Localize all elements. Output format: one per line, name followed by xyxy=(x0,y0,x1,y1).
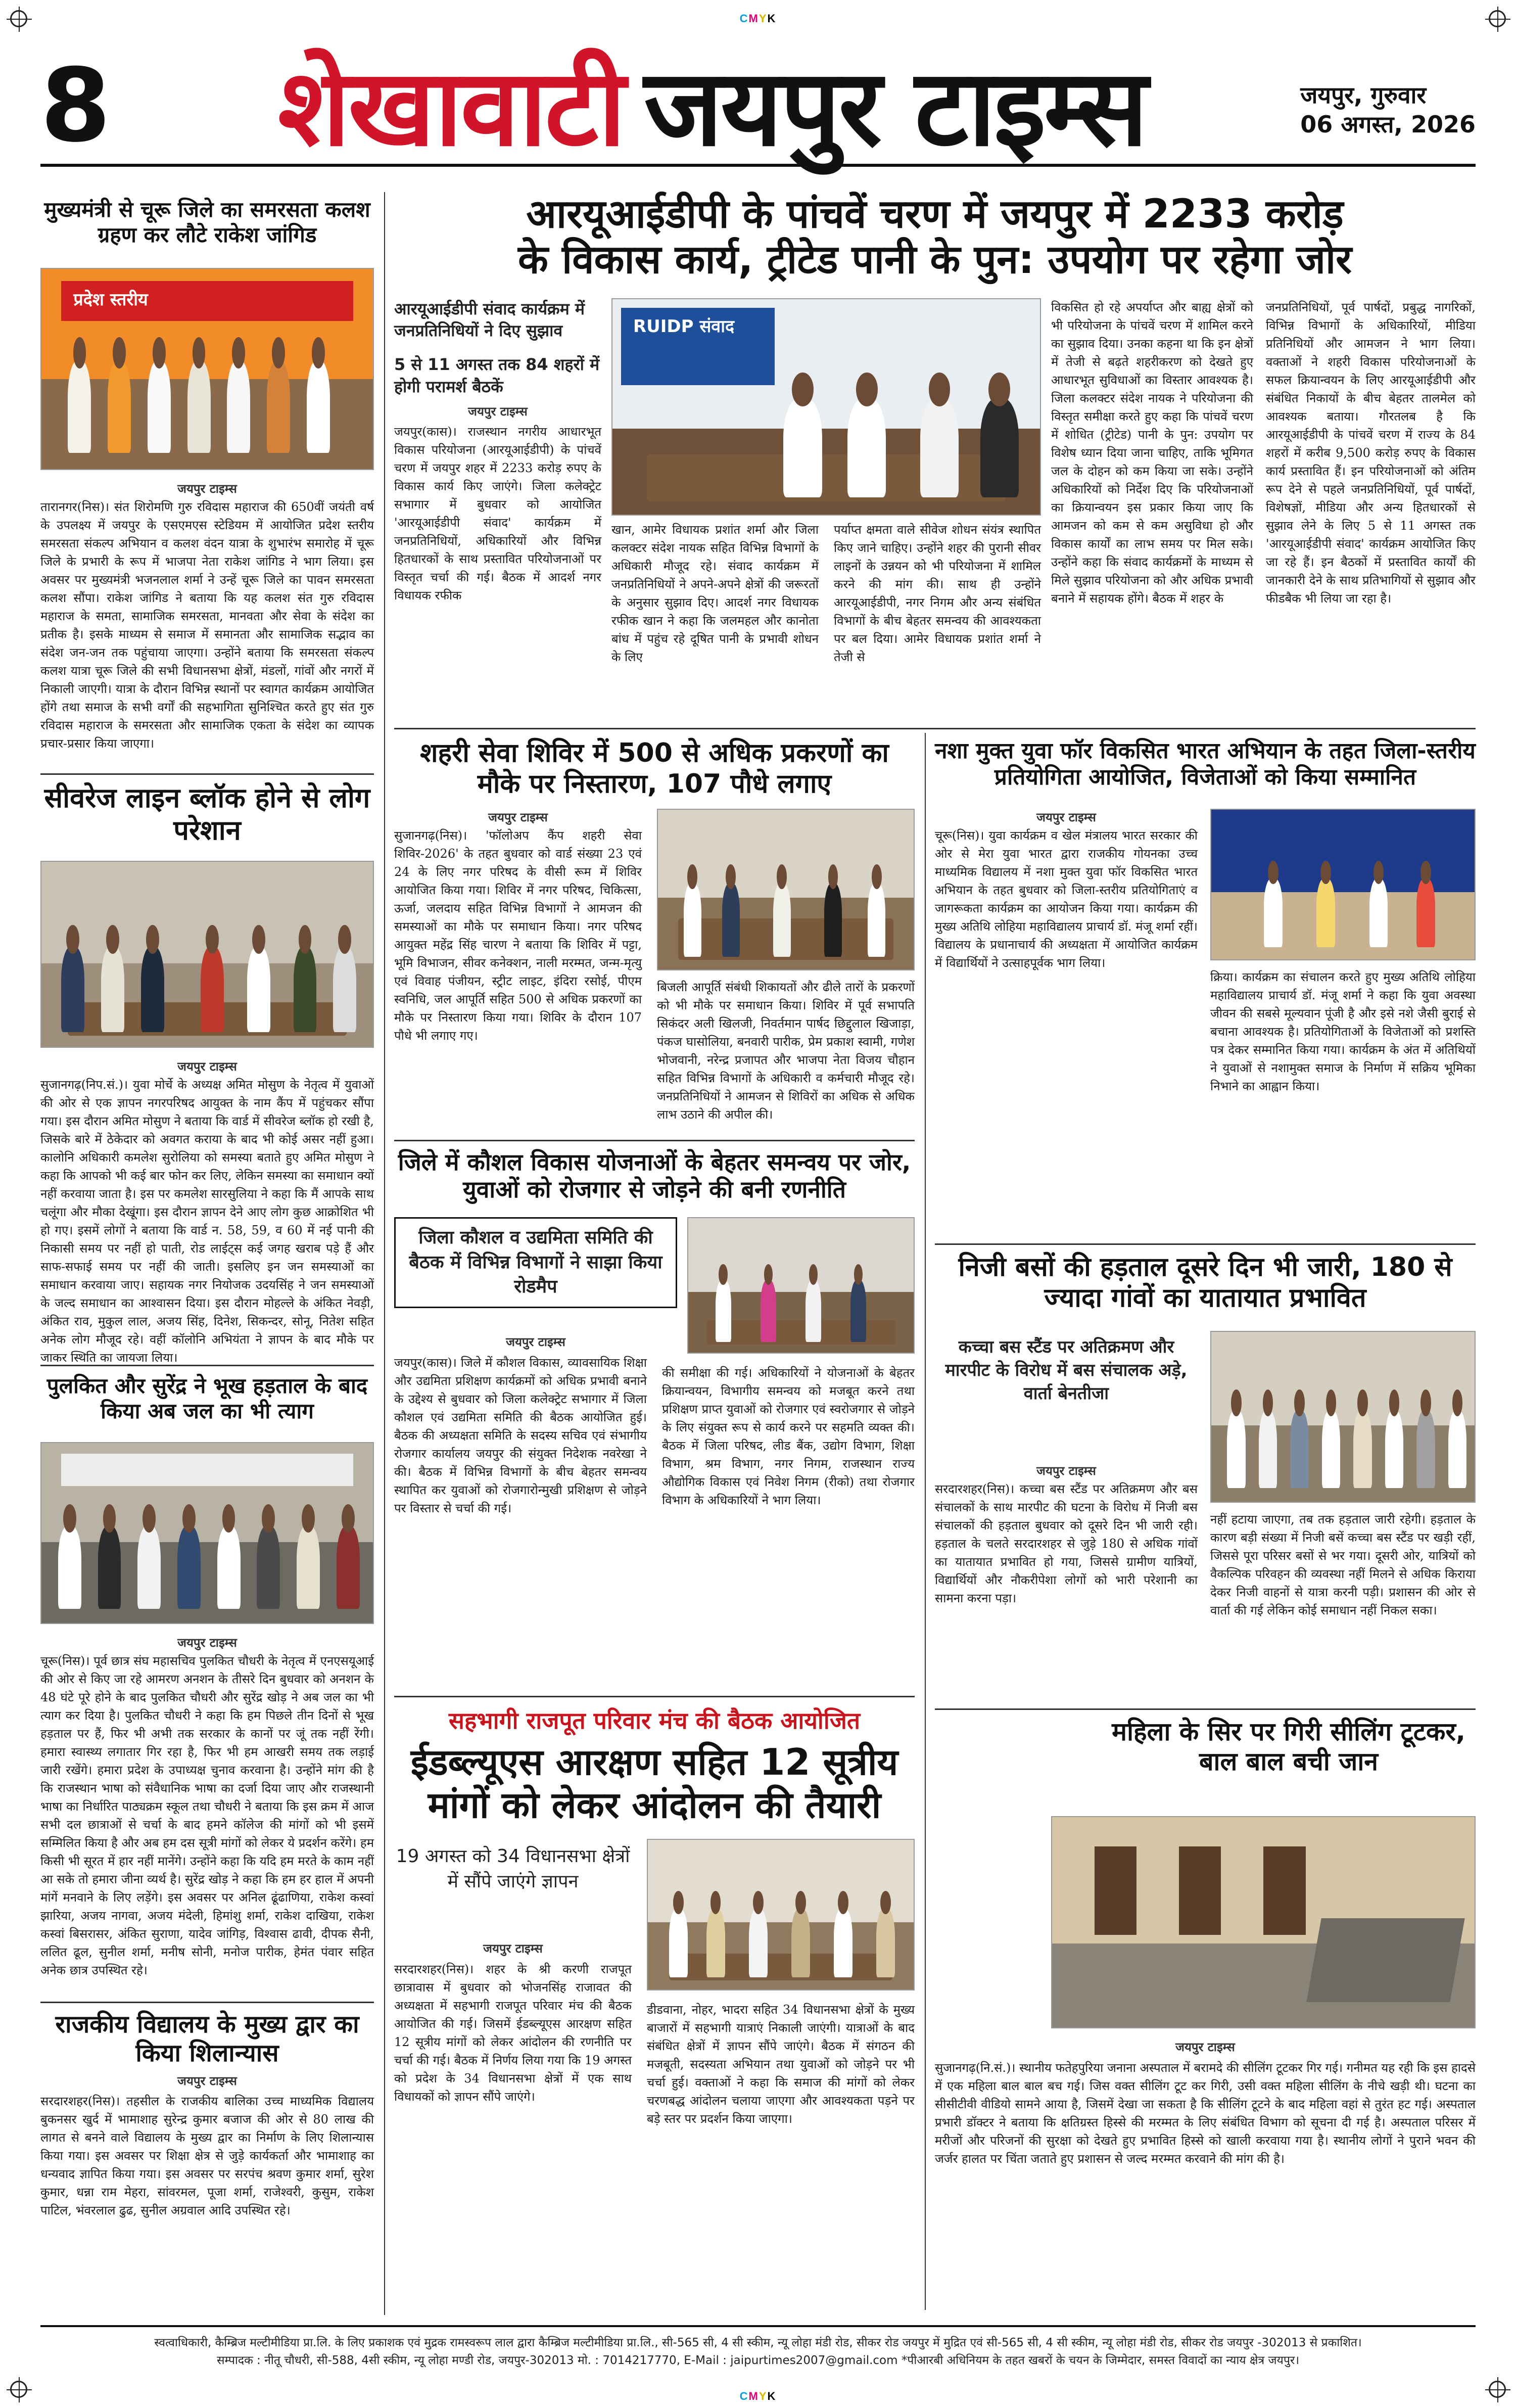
cmyk-k: K xyxy=(767,12,777,25)
article-headline: निजी बसों की हड़ताल दूसरे दिन भी जारी, 180 से ज्यादा गांवों का यातायात प्रभावित xyxy=(958,1252,1452,1314)
photo-protest xyxy=(40,1442,374,1624)
article-headline: ईडब्ल्यूएस आरक्षण सहित 12 सूत्रीय मांगों को लेकर आंदोलन की तैयारी xyxy=(410,1741,898,1826)
article-col1: सुजानगढ़(निस)। 'फॉलोअप कैंप शहरी सेवा शिविर-2026' के तहत बुधवार को वार्ड संख्या 23 एवं 24 के लिए नगर परिषद के वीसी रूम में शिविर आयोजित किया गया। शिविर में नगर परिषद, चिकित्सा, ऊर्जा, जलदाय सहित विभिन्न विभागों ने आमजन की समस्याओं का मौके पर समाधान किया। नगर परिषद आयुक्त महेंद्र सिंह चारण ने बताया कि शिविर में पट्टा, भूमि विभाजन, सीवर कनेक्शन, नाली मरम्मत, जन्म-मृत्यु एवं विवाह पंजीयन, स्ट्रीट लाइट, इंदिरा रसोई, पीएम स्वनिधि, जल आपूर्ति सहित 500 से अधिक प्रकरणों का मौके पर निस्तारण किया गया। शिविर के दौरान 107 पौधे भी लगाए गए। xyxy=(394,828,642,1043)
lead-sub2: 5 से 11 अगस्त तक 84 शहरों में होगी परामर्श बैठकें xyxy=(394,355,600,396)
article-body: तारानगर(निस)। संत शिरोमणि गुरु रविदास महाराज की 650वीं जयंती वर्ष के उपलक्ष्य में जयपुर के एसएमएस स्टेडियम में आयोजित प्रदेश स्तरीय समरसता संकल्प अभियान व कलश वंदन यात्रा के शुभारंभ समारोह में चूरू जिले के प्रभारी के रूप में भाजपा नेता राकेश जांगिड ने भाग लिया। इस अवसर पर मुख्यमंत्री भजनलाल शर्मा ने उन्हें चूरू जिले का पावन समरसता कलश सौंपा। राकेश जांगिड ने बताया कि यह कलश संत गुरु रविदास महाराज के समता, सामाजिक समरसता, मानवता और सेवा के संदेश का प्रतीक है। इसके माध्यम से समाज में समानता और सामाजिक सद्भाव का संदेश जन-जन तक पहुंचाया जाएगा। उन्होंने बताया कि समरसता संकल्प कलश यात्रा चूरू जिले की सभी विधानसभा क्षेत्रों, मंडलों, गांवों और नगरों में निकाली जाएगी। यात्रा के दौरान विभिन्न स्थानों पर स्वागत कार्यक्रम आयोजित होंगे तथा समाज के सभी वर्गों की सहभागिता सुनिश्चित करते हुए संत गुरु रविदास महाराज के समरसता और सामाजिक एकता के संदेश का व्यापक प्रचार-प्रसार किया जाएगा। xyxy=(40,500,374,751)
registration-mark-icon xyxy=(10,2381,27,2398)
cmyk-y: Y xyxy=(759,2390,768,2402)
article-col2: नहीं हटाया जाएगा, तब तक हड़ताल जारी रहेगी। हड़ताल के कारण बड़ी संख्या में निजी बसें कच्चा बस स्टैंड पर खड़ी रहीं, जिससे पूरा परिसर बसों से भर गया। दूसरी ओर, यात्रियों को वैकल्पिक परिवहन की व्यवस्था नहीं मिलने से अधिक किराया देकर निजी वाहनों से यात्रा करनी पड़ी। प्रशासन की ओर से वार्ता की गई लेकिन कोई समाधान नहीं निकल सका। xyxy=(1210,1512,1476,1617)
issue-date: 06 अगस्त, 2026 xyxy=(1300,110,1476,138)
article-headline: शहरी सेवा शिविर में 500 से अधिक प्रकरणों का मौके पर निस्तारण, 107 पौधे लगाए xyxy=(420,738,889,800)
imprint-line-1: स्वत्वाधिकारी, कैम्ब्रिज मल्टीमीडिया प्रा.लि. के लिए प्रकाशक एवं मुद्रक रामस्वरूप लाल द्वारा कैम्ब्रिज मल्टीमीडिया प्रा.लि., सी-565 सी, 4 सी स्कीम, न्यू लोहा मंडी रोड, सीकर रोड जयपुर में मुद्रित एवं सी-565 सी, 4 सी स्कीम, न्यू लोहा मंडी रोड, सीकर रोड जयपुर -302013 से प्रकाशित। xyxy=(154,2336,1362,2349)
brand-part-1: शेखावाटी xyxy=(278,46,624,170)
article-headline: मुख्यमंत्री से चूरू जिले का समरसता कलश ग्रहण कर लौटे राकेश जांगिड xyxy=(44,197,370,247)
article-subhead: कच्चा बस स्टैंड पर अतिक्रमण और मारपीट के विरोध में बस संचालक अड़े, वार्ता बेनतीजा xyxy=(945,1337,1188,1404)
photo-hospital-corridor xyxy=(1051,1816,1476,2028)
cmyk-marks-top xyxy=(0,12,1516,25)
article-nasha-mukt xyxy=(935,738,1476,1243)
article-tagline: सहभागी राजपूत परिवार मंच की बैठक आयोजित xyxy=(394,1697,915,1736)
article-headline: राजकीय विद्यालय के मुख्य द्वार का किया शिलान्यास xyxy=(55,2010,359,2067)
cmyk-m: M xyxy=(748,2390,759,2402)
cmyk-c: C xyxy=(739,2390,749,2402)
imprint-footer xyxy=(40,2325,1476,2369)
photo-stage-dance xyxy=(1210,809,1476,960)
article-skill-development xyxy=(394,1140,915,1686)
page-number: 8 xyxy=(40,47,111,165)
article-body: चूरू(निस)। पूर्व छात्र संघ महासचिव पुलकित चौधरी के नेतृत्व में एनएसयूआई की ओर से किए जा रहे आमरण अनशन के तीसरे दिन बुधवार को अनशन के 48 घंटे पूरे होने के बाद पुलकित चौधरी और सुरेंद्र खोड़ ने अब जल का भी त्याग कर दिया है। पुलकित चौधरी ने कहा कि हम पिछले तीन दिनों से भूख हड़ताल पर हैं, फिर भी अभी तक सरकार के कानों पर जूं तक नहीं रेंगी। हमारा स्वास्थ्य लगातार गिर रहा है, फिर भी हम आखरी समय तक लड़ाई जारी रखेंगे। हमारा प्रदेश के उपाध्यक्ष चुनाव करवाना है। उन्होंने मांग की है कि राजस्थान भाषा को संवैधानिक भाषा का दर्जा दिया जाए और राजस्थानी भाषा का निर्धारित पाठ्यक्रम स्कूल तथा चौधरी ने बताया कि इस क्रम में आज सभी दल छात्राओं से चर्चा के बाद हमने कॉलेज की मांगों को भी इसमें सम्मिलित किया है और अब हम दस सूत्री मांगों को लेकर ये प्रदर्शन करेंगे। हम किसी भी सूरत में हार नहीं मानेंगे। उन्होंने कहा कि यदि हम मरते के काम नहीं आ सके तो हमारा जीना व्यर्थ है। सुरेंद्र खोड़ ने कहा कि हम हर हाल में अपनी मांगें मनवाने के लिए लड़ेंगे। इस अवसर पर अनिल ढूंढाणिया, राकेश कस्वां झारिया, अजय नागवा, अजय मंदेली, हिमांशु शर्मा, राकेश दाखिया, राकेश कस्वां बिसरासर, अंकित सुराणा, यादेव जांगिड़, विश्वास ढावी, दीपक सैनी, ललित ढूल, सुनील शर्मा, मनीष सोनी, मनोज पारीक, हेमंत पंवार सहित अनेक छात्र उपस्थित रहे। xyxy=(40,1654,374,1977)
article-bus-strike xyxy=(935,1243,1476,1698)
byline: जयपुर टाइम्स xyxy=(177,1059,237,1074)
photo-rajput-meeting xyxy=(647,1839,915,1990)
cmyk-y: Y xyxy=(759,12,768,25)
cmyk-c: C xyxy=(739,12,749,25)
article-headline: जिले में कौशल विकास योजनाओं के बेहतर समन्वय पर जोर, युवाओं को रोजगार से जोड़ने की बनी रणनीति xyxy=(398,1148,911,1203)
photo-camp xyxy=(657,809,915,970)
photo-banner-text: RUIDP संवाद xyxy=(633,316,735,337)
photo-residents xyxy=(40,861,374,1048)
skill-subhead-box xyxy=(394,1217,677,1308)
cmyk-m: M xyxy=(748,12,759,25)
photo-banner-text: प्रदेश स्तरीय xyxy=(73,289,148,310)
dateline xyxy=(1300,81,1476,139)
article-headline: महिला के सिर पर गिरी सीलिंग टूटकर, बाल बाल बची जान xyxy=(1112,1717,1465,1776)
article-samrasta-kalash xyxy=(40,197,374,773)
article-sewerage-blocked xyxy=(40,773,374,1365)
article-col1: सरदारशहर(निस)। कच्चा बस स्टैंड पर अतिक्रमण और बस संचालकों के साथ मारपीट की घटना के विरोध में निजी बस संचालकों की हड़ताल बुधवार को दूसरे दिन भी जारी रही। हड़ताल के चलते सरदारशहर से जुड़े 180 से अधिक गांवों का यातायात प्रभावित हो गया, जिससे ग्रामीण यात्रियों, विद्यार्थियों और नौकरीपेशा लोगों को भारी परेशानी का सामना करना पड़ा। xyxy=(935,1482,1198,1605)
section-rule xyxy=(394,728,1476,729)
article-hunger-strike xyxy=(40,1365,374,1992)
byline: जयपुर टाइम्स xyxy=(177,2074,237,2089)
article-urban-camp xyxy=(394,738,915,1132)
byline: जयपुर टाइम्स xyxy=(1036,810,1096,824)
lead-headline-line1: आरयूआईडीपी के पांचवें चरण में जयपुर में 2233 करोड़ xyxy=(526,192,1344,237)
article-school-gate xyxy=(40,2002,374,2315)
registration-mark-icon xyxy=(10,10,27,27)
cmyk-marks-bottom xyxy=(0,2390,1516,2403)
cmyk-k: K xyxy=(767,2390,777,2402)
lead-col1: जयपुर(कास)। राजस्थान नगरीय आधारभूत विकास परियोजना (आरयूआईडीपी) के पांचवें चरण में जयपुर शहर में 2233 करोड़ रुपए के विकास कार्य किए जाएंगे। जिला कलेक्ट्रेट सभागार में बुधवार को आयोजित 'आरयूआईडीपी संवाद' कार्यक्रम में जनप्रतिनिधियों, अधिकारियों और विभिन्न हितधारकों के साथ प्रस्तावित परियोजनाओं पर विस्तृत चर्चा की गई। बैठक में आदर्श नगर विधायक रफीक xyxy=(394,424,601,603)
imprint-line-2: सम्पादक : नीतू चौधरी, सी-588, 4सी स्कीम, न्यू लोहा मण्डी रोड, जयपुर-302013 मो. : 7014217770, E-Mail : jaipurtimes2007@gmail.com *पीआरबी अधिनियम के तहत खबरों के चयन के जिम्मेदार, समस्त विवादों का न्याय क्षेत्र जयपुर। xyxy=(216,2353,1300,2367)
photo-bus-operators xyxy=(1210,1331,1476,1503)
article-col2: की समीक्षा की गई। अधिकारियों ने योजनाओं के बेहतर क्रियान्वयन, विभागीय समन्वय को मजबूत करने तथा प्रशिक्षण प्राप्त युवाओं को रोजगार एवं स्वरोजगार से जोड़ने के लिए संयुक्त रूप से कार्य करने पर सहमति व्यक्त की। बैठक में जिला परिषद, लीड बैंक, उद्योग विभाग, शिक्षा विभाग, श्रम विभाग, नगर निगम, राजस्थान राज्य औद्योगिक विकास एवं निवेश निगम (रीको) तथा रोजगार विभाग के अधिकारियों ने भाग लिया। xyxy=(662,1366,915,1507)
newspaper-brand xyxy=(278,45,1146,170)
article-col1: जयपुर(कास)। जिले में कौशल विकास, व्यावसायिक शिक्षा और उद्यमिता प्रशिक्षण कार्यक्रमों को अधिक प्रभावी बनाने के उद्देश्य से बुधवार को जिला कलेक्ट्रेट सभागार में जिला कौशल एवं उद्यमिता समिति की बैठक आयोजित हुई। बैठक की अध्यक्षता समिति के सदस्य सचिव एवं संभागीय रोजगार कार्यालय जयपुर की संयुक्त निदेशक नवरेखा ने की। बैठक में विभिन्न विभागों के बीच बेहतर समन्वय स्थापित कर युवाओं को रोजगारोन्मुखी प्रशिक्षण से जोड़ने पर विस्तार से चर्चा की गई। xyxy=(394,1356,647,1515)
article-body: सुजानगढ़(निप.सं.)। युवा मोर्चे के अध्यक्ष अमित मोसुण के नेतृत्व में युवाओं की ओर से एक ज्ञापन नगरपरिषद आयुक्त के नाम कैंप में पहुंचकर सौंपा गया। इस दौरान अमित मोसुण ने बताया कि वार्ड में सीवरेज ब्लॉक हो रखी है, जिसके बारे में ठेकेदार को अवगत कराया के बाद भी कोई असर नहीं हुआ। कालोनि अधिकारी कमलेश सुरोलिया को समस्या बताते हुए अमित मोसुण ने कहा कि आपको भी कई बार फोन कर लिए, लेकिन समस्या का समाधान क्यों नहीं करवाया जाता है। इस पर कमलेश सारसुलिया ने कहा कि मैं आपके साथ चलूंगा और मौका देखूंगा। इस दौरान ज्ञापन देने आए लोग कुछ आक्रोशित भी हो गए। इसमें लोगों ने बताया कि वार्ड न. 58, 59, व 60 में नई पानी की निकासी समय पर नहीं हो पाती, रोड लाईट्स कई जगह खराब पड़े हैं और साफ-सफाई समय पर नहीं की जाती। इसलिए इन जन समस्याओं का समाधान करवाया जाए। सहायक नगर नियोजक उदयसिंह ने जन समस्याओं के जल्द समाधान का आश्वासन दिया। इस दौरान मोहल्ले के अंकित नेवड़ी, अंकित राव, मुकुल लाल, अजय सिंह, दिनेश, सिकन्दर, सोनू, नितेश सहित अनेक लोग मौजूद रहे। वहीं कॉलोनि अभियंता ने ज्ञापन के बाद मौके पर जाकर स्थिति का जायजा लिया। xyxy=(40,1078,374,1365)
column-rule xyxy=(384,192,385,2315)
lead-sub1: आरयूआईडीपी संवाद कार्यक्रम में जनप्रतिनिधियों ने दिए सुझाव xyxy=(394,299,585,341)
registration-mark-icon xyxy=(1489,10,1506,27)
brand-part-2: जयपुर टाइम्स xyxy=(644,46,1146,170)
byline: जयपुर टाइम्स xyxy=(488,810,548,824)
byline: जयपुर टाइम्स xyxy=(1036,1464,1096,1478)
photo-skill-meeting xyxy=(687,1217,915,1354)
lead-story-ruidp xyxy=(394,192,1476,723)
lead-col4: विकसित हो रहे अपर्याप्त और बाह्य क्षेत्रों को भी परियोजना के पांचवें चरण में शामिल करने का सुझाव दिया। उनका कहना था कि इन क्षेत्रों में तेजी से बढ़ते शहरीकरण को देखते हुए आधारभूत सुविधाओं का विस्तार आवश्यक है। जिला कलक्टर संदेश नायक ने परियोजना की विस्तृत समीक्षा करते हुए कहा कि पांचवें चरण में शोधित (ट्रीटेड) पानी के पुन: उपयोग पर विशेष ध्यान दिया जाना चाहिए, ताकि भूमिगत जल के दोहन को कम किया जा सके। उन्होंने अधिकारियों को निर्देश दिए कि परियोजनाओं का क्रियान्वयन इस प्रकार किया जाए कि आमजन को कम से कम असुविधा हो और विकास कार्यों का लाभ समय पर मिल सके। उन्होंने कहा कि संवाद कार्यक्रमों के माध्यम से मिले सुझाव परियोजना को और अधिक प्रभावी बनाने में सहायक होंगे। बैठक में शहर के xyxy=(1051,300,1253,606)
byline: जयपुर टाइम्स xyxy=(483,1941,543,1956)
byline: जयपुर टाइम्स xyxy=(177,1636,237,1650)
lead-col3: पर्याप्त क्षमता वाले सीवेज शोधन संयंत्र स्थापित किए जाने चाहिए। उन्होंने शहर की पुरानी सीवर लाइनों के उन्नयन को भी परियोजना में शामिल करने की मांग की। साथ ही उन्होंने आरयूआईडीपी, नगर निगम और अन्य संबंधित विभागों के बीच बेहतर समन्वय की आवश्यकता पर बल दिया। आमेर विधायक प्रशांत शर्मा ने तेजी से xyxy=(834,523,1041,664)
byline: जयपुर टाइम्स xyxy=(506,1335,565,1349)
column-rule xyxy=(925,733,926,2310)
article-body: सरदारशहर(निस)। तहसील के राजकीय बालिका उच्च माध्यमिक विद्यालय बुकनसर खुर्द में भामाशाह सुरेन्द्र कुमार बजाज की ओर से 80 लाख की लागत से बनने वाले विद्यालय के मुख्य द्वार का निर्माण के लिए शिलान्यास किया गया। इस अवसर पर शिक्षा क्षेत्र से जुड़े कार्यकर्ता और भामाशाह का धन्यवाद ज्ञापित किया गया। इस अवसर पर सरपंच श्रवण कुमार शर्मा, सुरेश कुमार, धन्ना राम मेहरा, सांवरमल, पूजा शर्मा, राजेश्वरी, कुसुम, राकेश पाटिल, भंवरलाल ढुढ, सुनील अग्रवाल आदि उपस्थित रहे। xyxy=(40,2094,374,2218)
byline: जयपुर टाइम्स xyxy=(177,482,237,496)
lead-col2: खान, आमेर विधायक प्रशांत शर्मा और जिला कलक्टर संदेश नायक सहित विभिन्न विभागों के अधिकारी मौजूद रहे। संवाद कार्यक्रम में जनप्रतिनिधियों ने अपने-अपने क्षेत्रों की जरूरतों के अनुसार सुझाव दिए। आदर्श नगर विधायक रफीक खान ने कहा कि जलमहल और कानोता बांध में पहुंच रहे दूषित पानी के प्रभावी शोधन के लिए xyxy=(611,523,819,664)
lead-subheads xyxy=(394,298,601,605)
photo-ruidp-meeting xyxy=(611,298,1041,516)
article-col2: बिजली आपूर्ति संबंधी शिकायतों और ढीले तारों के प्रकरणों को भी मौके पर समाधान किया। शिविर में पूर्व सभापति सिकंदर अली खिलजी, निवर्तमान पार्षद छिद्दुलाल खिजाड़ा, पंकज घासोलिया, बनवारी पारीक, प्रेम प्रकाश स्वामी, गणेश भोजवानी, नरेन्द्र प्रजापत और भाजपा नेता विजय चौहान सहित विभिन्न विभागों के अधिकारी व कर्मचारी मौजूद रहे। जनप्रतिनिधियों ने आमजन से शिविरों का अधिक से अधिक लाभ उठाने की अपील की। xyxy=(657,980,915,1122)
article-subhead: जिला कौशल व उद्यमिता समिति की बैठक में विभिन्न विभागों ने साझा किया रोडमैप xyxy=(409,1227,662,1298)
byline: जयपुर टाइम्स xyxy=(1175,2040,1235,2054)
article-ceiling-collapse xyxy=(935,1708,1476,2315)
article-subhead: 19 अगस्त को 34 विधानसभा क्षेत्रों में सौंपे जाएंगे ज्ञापन xyxy=(396,1846,630,1892)
photo-ceremony xyxy=(40,268,374,470)
masthead xyxy=(40,45,1476,170)
article-col2: डीडवाना, नोहर, भादरा सहित 34 विधानसभा क्षेत्रों के मुख्य बाजारों में सहभागी यात्राएं निकाली जाएंगी। यात्राओं के बाद संबंधित क्षेत्रों में ज्ञापन सौंपे जाएंगे। बैठक में संगठन की मजबूती, सदस्यता अभियान तथा युवाओं को जोड़ने पर भी चर्चा हुई। वक्ताओं ने कहा कि समाज की मांगों को लेकर चरणबद्ध आंदोलन चलाया जाएगा और आवश्यकता पड़ने पर बड़े स्तर पर प्रदर्शन किया जाएगा। xyxy=(647,2003,915,2126)
article-col2: क्रिया। कार्यक्रम का संचालन करते हुए मुख्य अतिथि लोहिया महाविद्यालय प्राचार्य डॉ. मंजू शर्मा ने कहा कि युवा अवस्था जीवन की सबसे मूल्यवान पूंजी है और इसे नशे जैसी बुराई से बचाना आवश्यक है। प्रतियोगिताओं के विजेताओं को प्रशस्ति पत्र देकर सम्मानित किया गया। कार्यक्रम के अंत में अतिथियों ने युवाओं से नशामुक्त समाज के निर्माण में सक्रिय भूमिका निभाने का आह्वान किया। xyxy=(1210,970,1476,1093)
article-col1: सरदारशहर(निस)। शहर के श्री करणी राजपूत छात्रावास में बुधवार को भोजनसिंह राजावत की अध्यक्षता में सहभागी राजपूत परिवार मंच की बैठक आयोजित की गई। जिसमें ईडब्ल्यूएस आरक्षण सहित 12 सूत्रीय मांगों को लेकर आंदोलन की रणनीति पर चर्चा की गई। बैठक में निर्णय लिया गया कि 19 अगस्त को प्रदेश के 34 विधानसभा क्षेत्रों में एक साथ विधायकों को ज्ञापन सौंपे जाएंगे। xyxy=(394,1962,632,2104)
article-col1: चूरू(निस)। युवा कार्यक्रम व खेल मंत्रालय भारत सरकार की ओर से मेरा युवा भारत द्वारा राजकीय गोयनका उच्च माध्यमिक विद्यालय में नशा मुक्त युवा फॉर विकसित भारत अभियान के तहत बुधवार को जिला-स्तरीय प्रतियोगिताएं व जागरूकता कार्यक्रम का आयोजन किया गया। कार्यक्रम की मुख्य अतिथि लोहिया महाविद्यालय प्राचार्य डॉ. मंजू शर्मा रहीं। विद्यालय के प्रधानाचार्य की अध्यक्षता में आयोजित कार्यक्रम में विद्यार्थियों ने उत्साहपूर्वक भाग लिया। xyxy=(935,828,1198,970)
article-headline: पुलकित और सुरेंद्र ने भूख हड़ताल के बाद किया अब जल का भी त्याग xyxy=(46,1373,368,1423)
lead-headline-line2: के विकास कार्य, ट्रीटेड पानी के पुन: उपयोग पर रहेगा जोर xyxy=(517,237,1352,283)
article-body: सुजानगढ़(नि.सं.)। स्थानीय फतेहपुरिया जनाना अस्पताल में बरामदे की सीलिंग टूटकर गिर गई। गनीमत यह रही कि इस हादसे में एक महिला बाल बाल बच गई। जिस वक्त सीलिंग टूट कर गिरी, उसी वक्त महिला सीलिंग के नीचे खड़ी थी। घटना का सीसीटीवी वीडियो सामने आया है, जिसमें देखा जा सकता है कि सीलिंग टूटने के बाद महिला वहां से तुरंत हट गई। अस्पताल प्रभारी डॉक्टर ने बताया कि क्षतिग्रस्त हिस्से की मरम्मत के लिए संबंधित विभाग को सूचना दी गई है। अस्पताल परिसर में मरीजों और परिजनों की सुरक्षा को देखते हुए प्रभावित हिस्से को खाली करवाया गया है। स्थानीय लोगों ने पुराने भवन की जर्जर हालत पर चिंता जताते हुए प्रशासन से जल्द मरम्मत करवाने की मांग की है। xyxy=(935,2061,1476,2166)
registration-mark-icon xyxy=(1489,2381,1506,2398)
article-headline: नशा मुक्त युवा फॉर विकसित भारत अभियान के तहत जिला-स्तरीय प्रतियोगिता आयोजित, विजेताओं को किया सम्मानित xyxy=(935,738,1476,790)
lead-col5: जनप्रतिनिधियों, पूर्व पार्षदों, प्रबुद्ध नागरिकों, विभिन्न विभागों के अधिकारियों, मीडिया प्रतिनिधियों और आमजन ने भाग लिया। वक्ताओं ने शहरी विकास परियोजनाओं के सफल क्रियान्वयन के लिए आरयूआईडीपी और संबंधित निकायों के बीच बेहतर तालमेल को आवश्यक बताया। गौरतलब है कि आरयूआईडीपी के पांचवें चरण में राज्य के 84 शहरों में करीब 9,500 करोड़ रुपए के विकास कार्य प्रस्तावित हैं। इन परियोजनाओं को अंतिम रूप देने से पहले जनप्रतिनिधियों, पूर्व पार्षदों, विशेषज्ञों, मीडिया और अन्य हितधारकों से सुझाव लेने के लिए 5 से 11 अगस्त तक 'आरयूआईडीपी संवाद' कार्यक्रम आयोजित किए जा रहे हैं। इन बैठकों में प्रस्तावित कार्यों की जानकारी देने के साथ प्रतिभागियों से सुझाव और फीडबैक भी लिया जा रहा है। xyxy=(1266,300,1476,606)
article-rajput-manch xyxy=(394,1696,915,2315)
lead-headline xyxy=(394,192,1476,283)
article-headline: सीवरेज लाइन ब्लॉक होने से लोग परेशान xyxy=(44,782,370,846)
city-day: जयपुर, गुरुवार xyxy=(1300,81,1427,109)
byline: जयपुर टाइम्स xyxy=(468,404,528,419)
